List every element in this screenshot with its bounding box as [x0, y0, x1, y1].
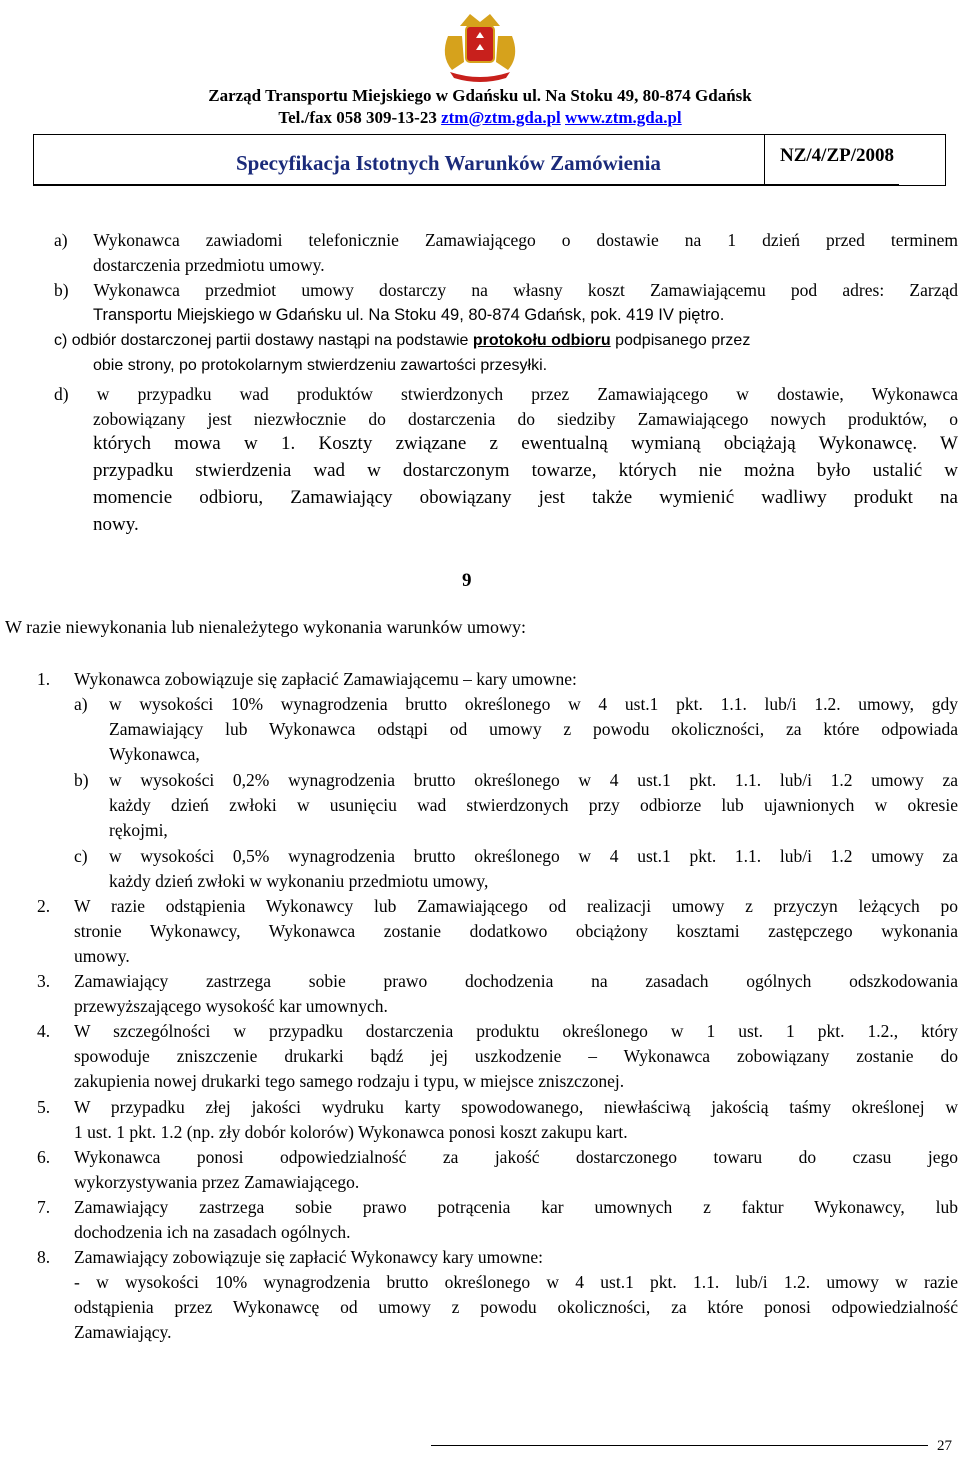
spec-title: Specyfikacja Istotnych Warunków Zamówienia [236, 151, 661, 175]
list-item-c-line2: obie strony, po protokolarnym stwierdzeniu zawartości przesyłki. [93, 357, 548, 374]
page-number: 27 [937, 1438, 952, 1454]
item-number-2: 2. [37, 896, 51, 916]
item-3-line1: Zamawiający zastrzega sobie prawo dochodzenia na zasadach ogólnych odszkodowania [74, 971, 958, 991]
city-crest-logo [430, 6, 530, 86]
item-1b-line3: rękojmi, [109, 820, 168, 840]
item-1c-label: c) [74, 846, 88, 866]
item-2-line2: stronie Wykonawcy, Wykonawca zostanie dodatkowo obciążony kosztami zastępczego wykonania [74, 921, 958, 941]
list-item-d-line4: przypadku stwierdzenia wad w dostarczonym towarze, których nie można było ustalić w [93, 460, 958, 481]
list-item-c-text1: c) odbiór dostarczonej partii dostawy nastąpi na podstawie [54, 332, 473, 349]
item-number-7: 7. [37, 1197, 51, 1217]
item-1b-label: b) [74, 770, 89, 790]
list-item-c-line1 [54, 330, 750, 352]
footer-rule [431, 1445, 928, 1446]
header-address: Zarząd Transportu Miejskiego w Gdańsku ul. Na Stoku 49, 80-874 Gdańsk [208, 86, 752, 105]
item-8-line4: Zamawiający. [74, 1322, 172, 1342]
item-1a-line3: Wykonawca, [109, 744, 200, 764]
list-item-d-line5: momencie odbioru, Zamawiający obowiązany jest także wymienić wadliwy produkt na [93, 487, 958, 508]
section-number: 9 [462, 570, 472, 591]
list-item-a-line1: a) Wykonawca zawiadomi telefonicznie Zamawiającego o dostawie na 1 dzień przed terminem [54, 230, 958, 250]
header-phone: Tel./fax 058 309-13-23 [278, 108, 442, 127]
item-5-line1: W przypadku złej jakości wydruku karty spowodowanego, niewłaściwą jakością taśmy określonej w [74, 1097, 958, 1117]
item-4-line1: W szczególności w przypadku dostarczenia produktu określonego w 1 ust. 1 pkt. 1.2., który [74, 1021, 958, 1041]
item-7-line1: Zamawiający zastrzega sobie prawo potrącenia kar umownych z faktur Wykonawcy, lub [74, 1197, 958, 1217]
item-1c-line2: każdy dzień zwłoki w wykonaniu przedmiotu umowy, [109, 871, 489, 891]
item-4-line3: zakupienia nowej drukarki tego samego rodzaju i typu, w miejsce zniszczonej. [74, 1071, 625, 1091]
item-7-line2: dochodzenia ich na zasadach ogólnych. [74, 1222, 351, 1242]
list-item-d-line6: nowy. [93, 514, 139, 535]
list-item-d-line2: zobowiązany jest niezwłocznie do dostarczenia do siedziby Zamawiającego nowych produktów, o [93, 409, 958, 429]
item-number-8: 8. [37, 1247, 51, 1267]
item-1b-line2: każdy dzień zwłoki w usunięciu wad stwierdzonych przy odbiorze lub ujawnionych w okresie [109, 795, 958, 815]
spec-code: NZ/4/ZP/2008 [780, 145, 895, 166]
list-item-c-text2: podpisanego przez [610, 332, 751, 349]
item-4-line2: spowoduje zniszczenie drukarki bądź jej uszkodzenie – Wykonawca zobowiązany zostanie do [74, 1046, 958, 1066]
item-8-line2: - w wysokości 10% wynagrodzenia brutto określonego w 4 ust.1 pkt. 1.1. lub/i 1.2. umowy w razie [74, 1272, 958, 1292]
item-number-5: 5. [37, 1097, 51, 1117]
list-item-b-line2: Transportu Miejskiego w Gdańsku ul. Na Stoku 49, 80-874 Gdańsk, pok. 419 IV piętro. [93, 306, 725, 324]
item-1a-line2: Zamawiający lub Wykonawca odstąpi od umowy z powodu okoliczności, za które odpowiada [109, 719, 958, 739]
item-1a-line1: w wysokości 10% wynagrodzenia brutto określonego w 4 ust.1 pkt. 1.1. lub/i 1.2. umowy, gdy [109, 694, 958, 714]
list-item-a-line2: dostarczenia przedmiotu umowy. [93, 255, 325, 275]
item-3-line2: przewyższającego wysokość kar umownych. [74, 996, 388, 1016]
item-5-line2: 1 ust. 1 pkt. 1.2 (np. zły dobór kolorów) Wykonawca ponosi koszt zakupu kart. [74, 1122, 628, 1142]
list-item-d-line1: d) w przypadku wad produktów stwierdzonych przez Zamawiającego w dostawie, Wykonawca [54, 384, 958, 404]
item-number-6: 6. [37, 1147, 51, 1167]
item-6-line1: Wykonawca ponosi odpowiedzialność za jakość dostarczonego towaru do czasu jego [74, 1147, 958, 1167]
item-1b-line1: w wysokości 0,2% wynagrodzenia brutto określonego w 4 ust.1 pkt. 1.1. lub/i 1.2 umowy za [109, 770, 958, 790]
item-number-3: 3. [37, 971, 51, 991]
section-intro: W razie niewykonania lub nienależytego wykonania warunków umowy: [5, 617, 527, 637]
spec-underline [33, 184, 899, 186]
item-number-1: 1. [37, 669, 51, 689]
item-2-line3: umowy. [74, 946, 130, 966]
list-item-b-line1: b) Wykonawca przedmiot umowy dostarczy na własny koszt Zamawiającemu pod adres: Zarząd [54, 280, 958, 300]
list-item-d-line3: których mowa w 1. Koszty związane z ewentualną wymianą obciążają Wykonawcę. W [93, 433, 958, 454]
item-1c-line1: w wysokości 0,5% wynagrodzenia brutto określonego w 4 ust.1 pkt. 1.1. lub/i 1.2 umowy za [109, 846, 958, 866]
spec-divider [764, 134, 765, 186]
item-2-line1: W razie odstąpienia Wykonawcy lub Zamawiającego od realizacji umowy z przyczyn leżących po [74, 896, 958, 916]
website-link[interactable]: www.ztm.gda.pl [565, 108, 682, 127]
item-8-line3: odstąpienia przez Wykonawcę od umowy z powodu okoliczności, za które ponosi odpowiedzialność [74, 1297, 958, 1317]
item-number-4: 4. [37, 1021, 51, 1041]
item-1a-label: a) [74, 694, 88, 714]
item-8-line1: Zamawiający zobowiązuje się zapłacić Wykonawcy kary umowne: [74, 1247, 543, 1267]
item-1-text: Wykonawca zobowiązuje się zapłacić Zamawiającemu – kary umowne: [74, 669, 577, 689]
protocol-term: protokołu odbioru [472, 332, 611, 349]
header-contact [0, 108, 960, 128]
item-6-line2: wykorzystywania przez Zamawiającego. [74, 1172, 360, 1192]
email-link[interactable]: ztm@ztm.gda.pl [441, 108, 561, 127]
